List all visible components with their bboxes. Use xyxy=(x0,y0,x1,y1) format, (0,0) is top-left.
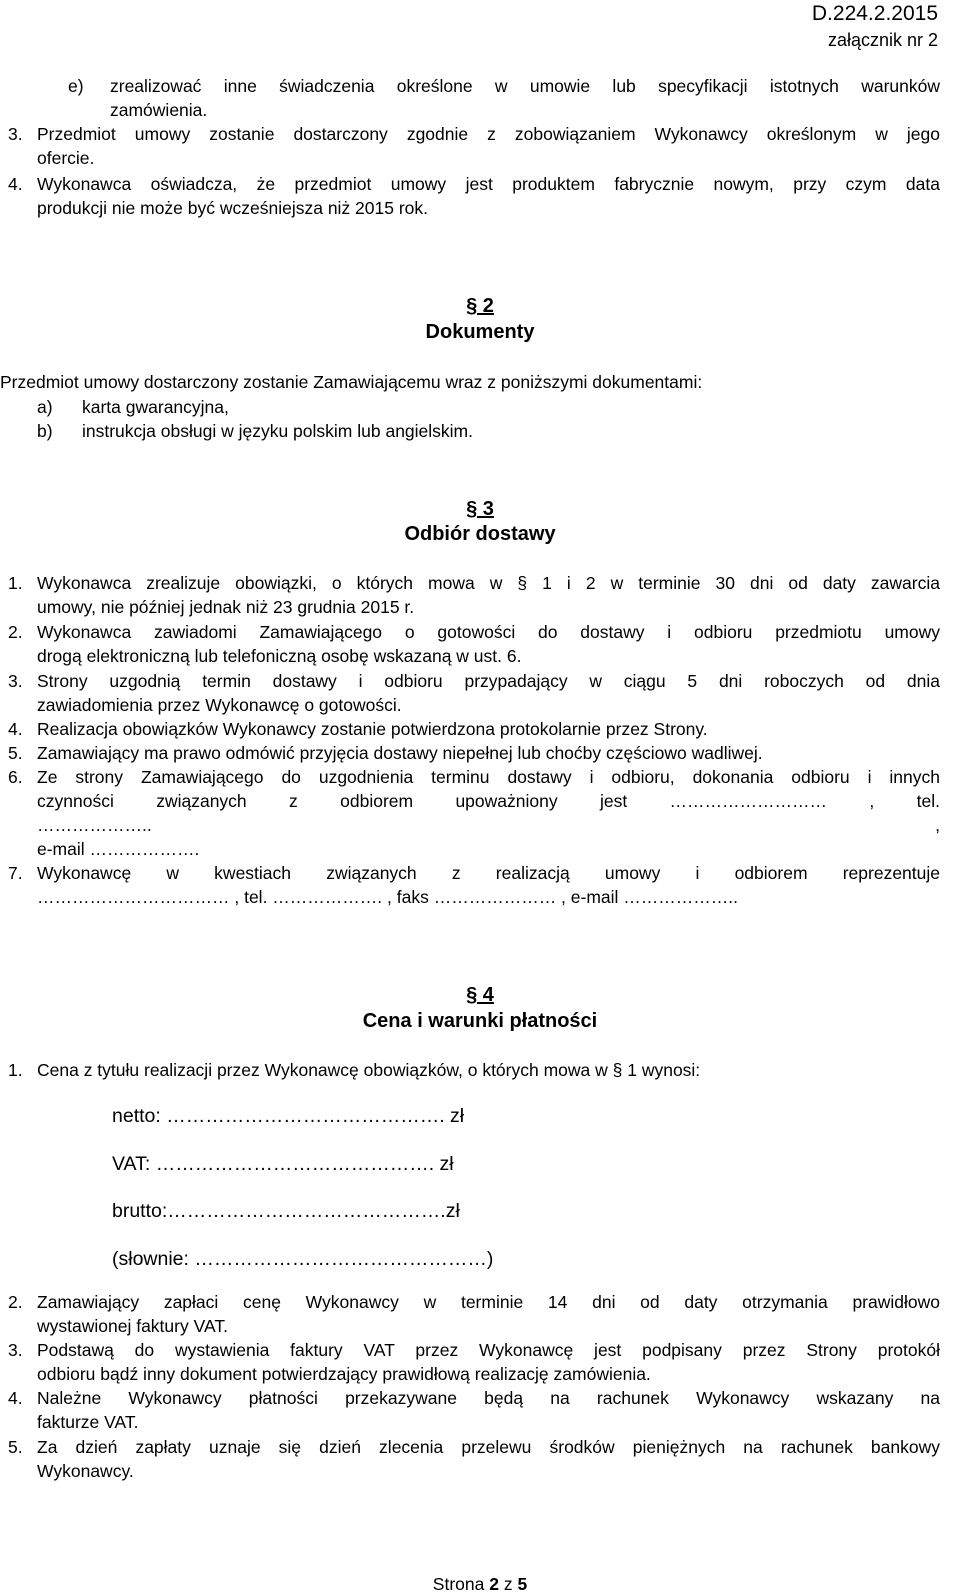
section-lead: Przedmiot umowy dostarczony zostanie Zamawiającemu wraz z poniższymi dokumentami: xyxy=(0,372,703,392)
paragraph-line: umowy, nie później jednak niż 23 grudnia 2015 r. xyxy=(37,597,415,617)
paragraph-line: e-mail ………………. xyxy=(37,839,200,859)
paragraph-line: ofercie. xyxy=(37,148,95,168)
paragraph-line: czynności związanych z odbiorem upoważniony jest ……………………… , tel. xyxy=(37,791,940,811)
attachment-label: załącznik nr 2 xyxy=(827,30,938,50)
list-marker: b) xyxy=(37,421,53,441)
page-footer xyxy=(0,1574,960,1595)
section-title: Dokumenty xyxy=(425,321,535,343)
document-code: D.224.2.2015 xyxy=(811,2,938,25)
item-number: 3. xyxy=(8,1340,23,1360)
list-item: instrukcja obsługi w języku polskim lub angielskim. xyxy=(82,421,473,441)
paragraph-line: drogą elektroniczną lub telefoniczną osobę wskazaną w ust. 6. xyxy=(37,646,522,666)
footer-separator: z xyxy=(503,1574,513,1594)
section-title: Cena i warunki płatności xyxy=(362,1010,598,1032)
price-netto: netto: ……………………………………. zł xyxy=(112,1105,465,1127)
item-number: 6. xyxy=(8,767,23,787)
paragraph-line: Cena z tytułu realizacji przez Wykonawcę obowiązków, o których mowa w § 1 wynosi: xyxy=(37,1060,701,1080)
paragraph-line: odbioru bądź inny dokument potwierdzający prawidłową realizację zamówienia. xyxy=(37,1364,651,1384)
item-number: 1. xyxy=(8,1060,23,1080)
paragraph-line: Wykonawca zrealizuje obowiązki, o których mowa w § 1 i 2 w terminie 30 dni od daty zawarcia xyxy=(37,573,940,593)
paragraph-line: Wykonawcę w kwestiach związanych z realizacją umowy i odbiorem reprezentuje xyxy=(37,863,940,883)
paragraph-line: Przedmiot umowy zostanie dostarczony zgodnie z zobowiązaniem Wykonawcy określonym w jego xyxy=(37,124,940,144)
section-title: Odbiór dostawy xyxy=(404,523,556,545)
item-number: 2. xyxy=(8,1292,23,1312)
paragraph-line: Realizacja obowiązków Wykonawcy zostanie potwierdzona protokolarnie przez Strony. xyxy=(37,719,708,739)
paragraph-line: ……………….. , xyxy=(37,815,940,835)
item-number: 2. xyxy=(8,622,23,642)
paragraph-line: Strony uzgodnią termin dostawy i odbioru przypadający w ciągu 5 dni roboczych od dnia xyxy=(37,671,940,691)
item-number: 3. xyxy=(8,124,23,144)
item-number: 3. xyxy=(8,671,23,691)
paragraph-line: wystawionej faktury VAT. xyxy=(37,1316,228,1336)
price-in-words: (słownie: ………………………………………) xyxy=(112,1248,494,1270)
footer-page-number: 2 xyxy=(489,1574,499,1594)
paragraph-line: Zamawiający ma prawo odmówić przyjęcia dostawy niepełnej lub choćby częściowo wadliwej. xyxy=(37,743,763,763)
footer-prefix: Strona xyxy=(432,1574,485,1594)
paragraph-line: Ze strony Zamawiającego do uzgodnienia terminu dostawy i odbioru, dokonania odbioru i innych xyxy=(37,767,940,787)
item-e-marker: e) xyxy=(68,76,84,96)
item-number: 4. xyxy=(8,174,23,194)
section-number: § 4 xyxy=(466,984,494,1006)
item-e-line: zrealizować inne świadczenia określone w umowie lub specyfikacji istotnych warunków xyxy=(110,76,940,96)
list-marker: a) xyxy=(37,397,53,417)
paragraph-line: Wykonawcy. xyxy=(37,1461,134,1481)
footer-total-pages: 5 xyxy=(517,1574,528,1594)
paragraph-line: Za dzień zapłaty uznaje się dzień zlecenia przelewu środków pieniężnych na rachunek bankowy xyxy=(37,1437,940,1457)
price-brutto: brutto:…………………………………….zł xyxy=(112,1200,460,1222)
list-item: karta gwarancyjna, xyxy=(82,397,229,417)
price-vat: VAT: ……………………………………. zł xyxy=(112,1153,454,1175)
item-number: 7. xyxy=(8,863,23,883)
item-number: 4. xyxy=(8,719,23,739)
section-number: § 3 xyxy=(466,498,494,520)
paragraph-line: …………………………… , tel. ………………. , faks ………………… , e-mail ……………….. xyxy=(37,887,739,907)
item-number: 1. xyxy=(8,573,23,593)
item-number: 5. xyxy=(8,743,23,763)
item-number: 4. xyxy=(8,1388,23,1408)
paragraph-line: fakturze VAT. xyxy=(37,1412,139,1432)
paragraph-line: Wykonawca zawiadomi Zamawiającego o gotowości do dostawy i odbioru przedmiotu umowy xyxy=(37,622,940,642)
paragraph-line: Zamawiający zapłaci cenę Wykonawcy w terminie 14 dni od daty otrzymania prawidłowo xyxy=(37,1292,940,1312)
item-e-line: zamówienia. xyxy=(110,100,208,120)
paragraph-line: Podstawą do wystawienia faktury VAT przez Wykonawcę jest podpisany przez Strony protokół xyxy=(37,1340,940,1360)
paragraph-line: Należne Wykonawcy płatności przekazywane będą na rachunek Wykonawcy wskazany na xyxy=(37,1388,940,1408)
paragraph-line: produkcji nie może być wcześniejsza niż 2015 rok. xyxy=(37,198,429,218)
paragraph-line: Wykonawca oświadcza, że przedmiot umowy jest produktem fabrycznie nowym, przy czym data xyxy=(37,174,940,194)
item-number: 5. xyxy=(8,1437,23,1457)
section-number: § 2 xyxy=(466,295,494,317)
paragraph-line: zawiadomienia przez Wykonawcę o gotowości. xyxy=(37,695,402,715)
